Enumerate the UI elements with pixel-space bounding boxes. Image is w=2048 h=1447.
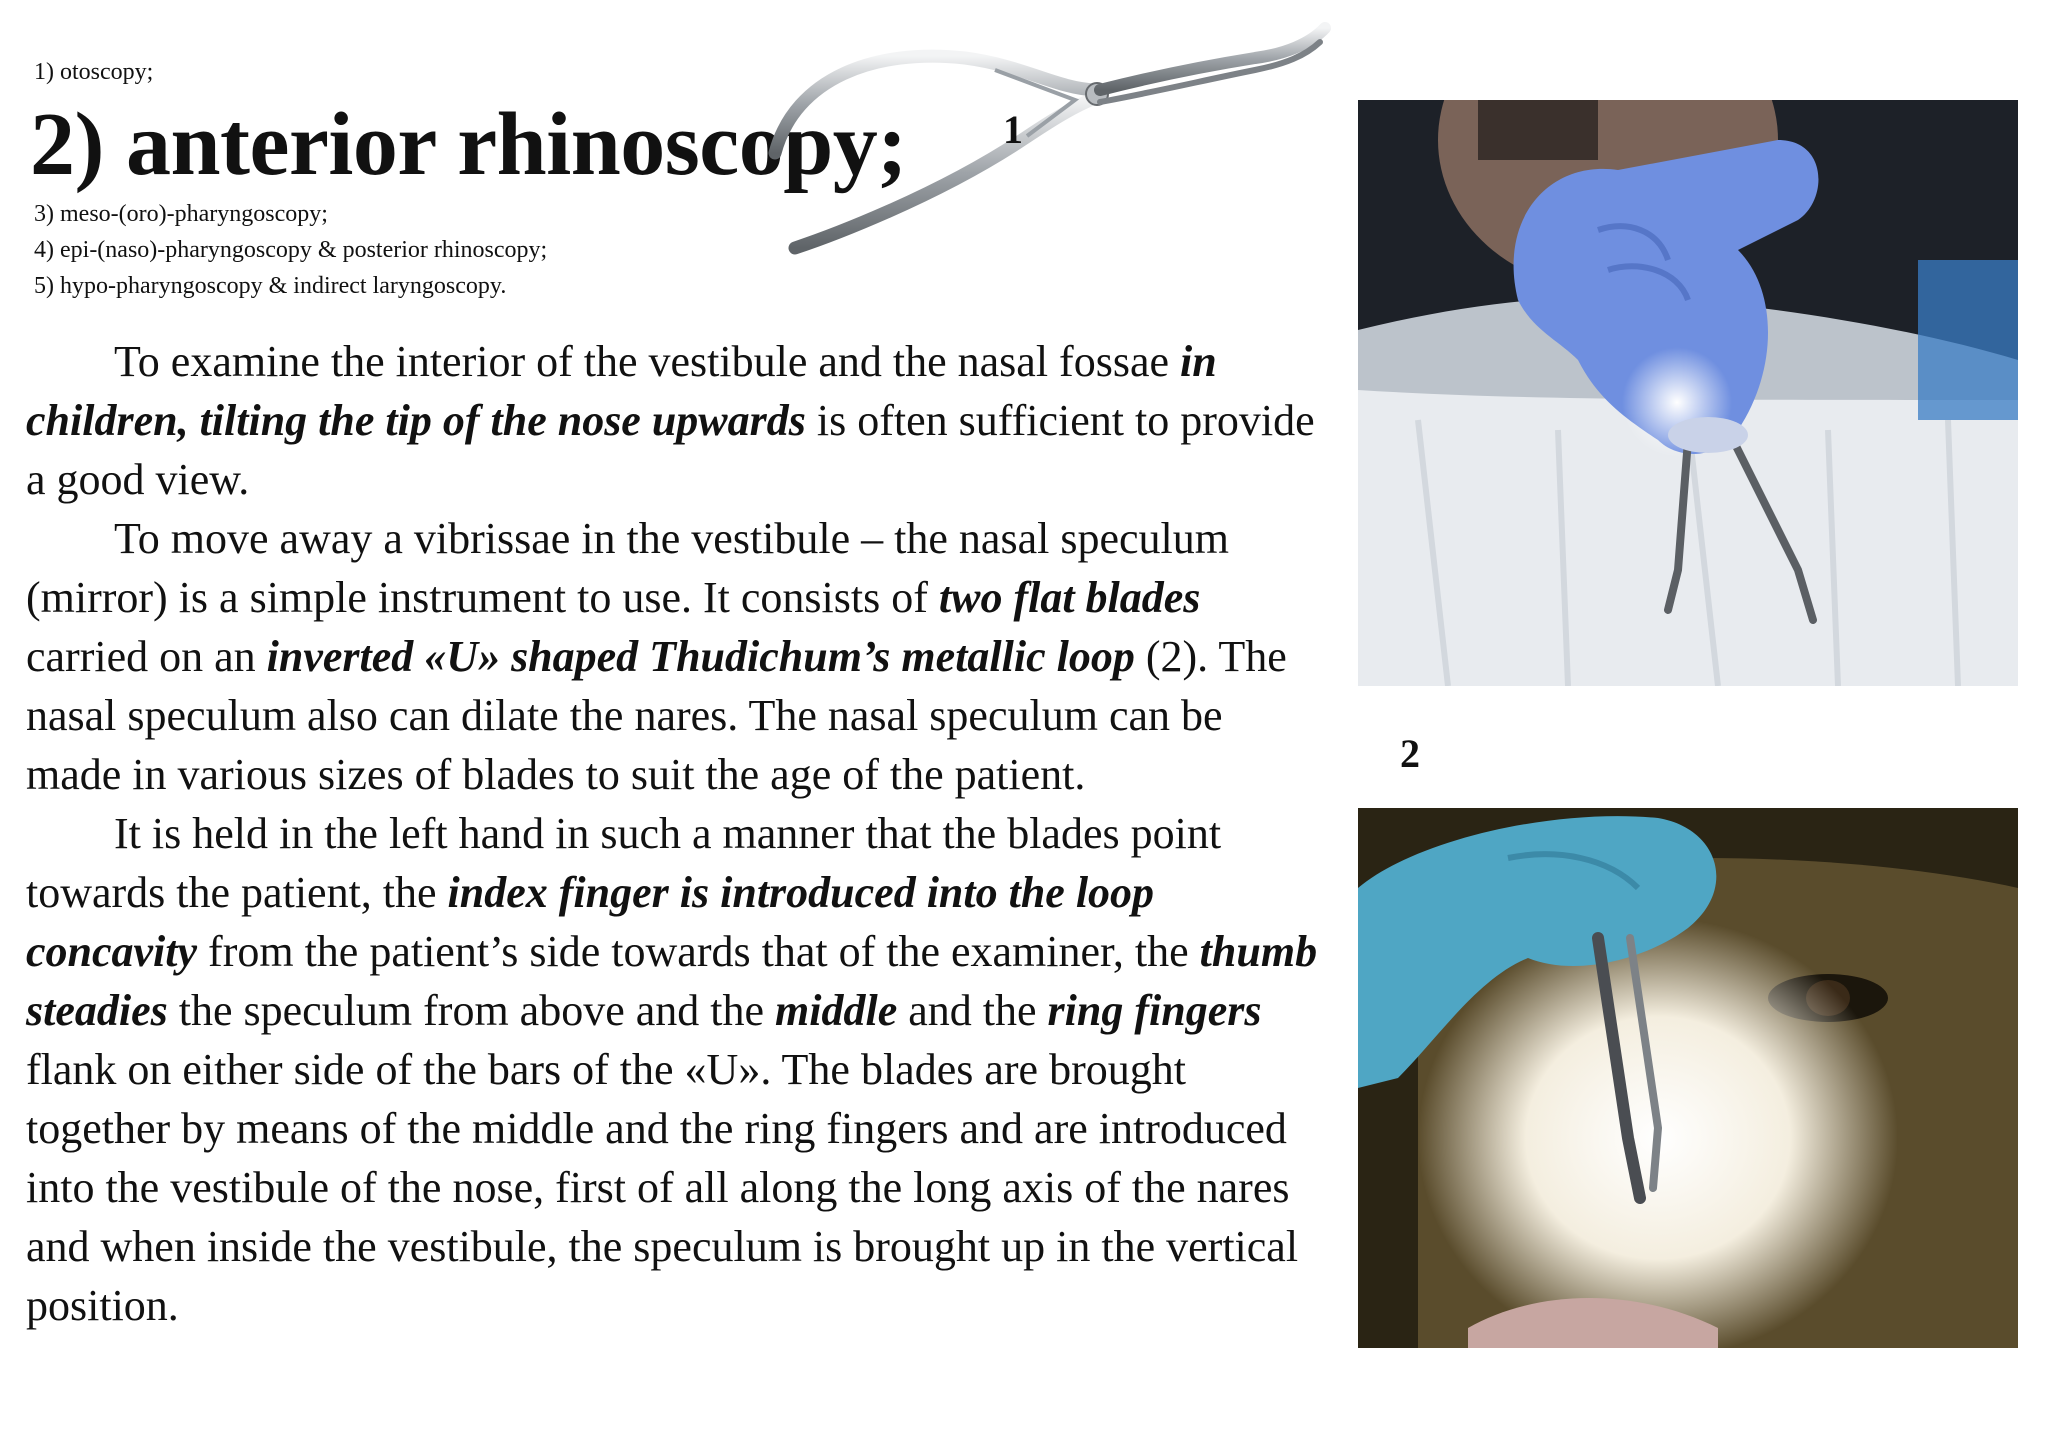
exam-item-hypo-pharyngoscopy: 5) hypo-pharyngoscopy & indirect laryngoscopy. xyxy=(34,273,507,299)
exam-item-epi-pharyngoscopy: 4) epi-(naso)-pharyngoscopy & posterior rhinoscopy; xyxy=(34,237,548,263)
emphasis-run: index finger is introduced into the loop concavity xyxy=(26,868,1155,976)
text-run: carried on an xyxy=(26,632,267,681)
text-run: the speculum from above and the xyxy=(167,986,776,1035)
text-run: and the xyxy=(897,986,1048,1035)
exam-item-meso-pharyngoscopy: 3) meso-(oro)-pharyngoscopy; xyxy=(34,201,328,227)
emphasis-run: middle xyxy=(775,986,898,1035)
emphasis-run: in children, tilting the tip of the nose upwards xyxy=(26,337,1217,445)
exam-item-otoscopy: 1) otoscopy; xyxy=(34,59,154,85)
text-run: To move away a vibrissae in the vestibule – the nasal speculum (mirror) is a simple instrument to use. It consists of xyxy=(26,514,1229,622)
text-run: (2). The nasal speculum also can dilate the nares. The nasal speculum can be made in various sizes of blades to suit the age of the patient. xyxy=(26,632,1287,799)
text-run: is often sufficient to provide a good view. xyxy=(26,396,1315,504)
emphasis-run: inverted «U» shaped Thudichum’s metallic loop xyxy=(266,632,1135,681)
text-run: To examine the interior of the vestibule and the nasal fossae xyxy=(114,337,1181,386)
nasal-speculum-icon xyxy=(755,18,1335,268)
body-text xyxy=(26,332,1326,1335)
page-title: 2) anterior rhinoscopy; xyxy=(30,95,907,194)
figure-label-2: 2 xyxy=(1400,731,1420,776)
emphasis-run: ring fingers xyxy=(1047,986,1262,1035)
text-run: It is held in the left hand in such a manner that the blades point towards the patient, the xyxy=(26,809,1222,917)
gloved-hand-holding-speculum-photo xyxy=(1358,100,2018,686)
speculum-in-nostril-photo xyxy=(1358,808,2018,1348)
text-run: flank on either side of the bars of the «U». The blades are brought together by means of the middle and the ring fingers and are introduced into the vestibule of the nose, first of all along the long axis of the nares and when inside the vestibule, the speculum is brought up in the vertical position. xyxy=(26,1045,1299,1330)
figure-label-1: 1 xyxy=(1003,107,1023,152)
text-run: from the patient’s side towards that of the examiner, the xyxy=(197,927,1200,976)
paragraph-3 xyxy=(26,804,1326,1335)
emphasis-run: two flat blades xyxy=(938,573,1201,622)
paragraph-2 xyxy=(26,509,1326,804)
emphasis-run: thumb steadies xyxy=(26,927,1318,1035)
paragraph-1 xyxy=(26,332,1326,509)
